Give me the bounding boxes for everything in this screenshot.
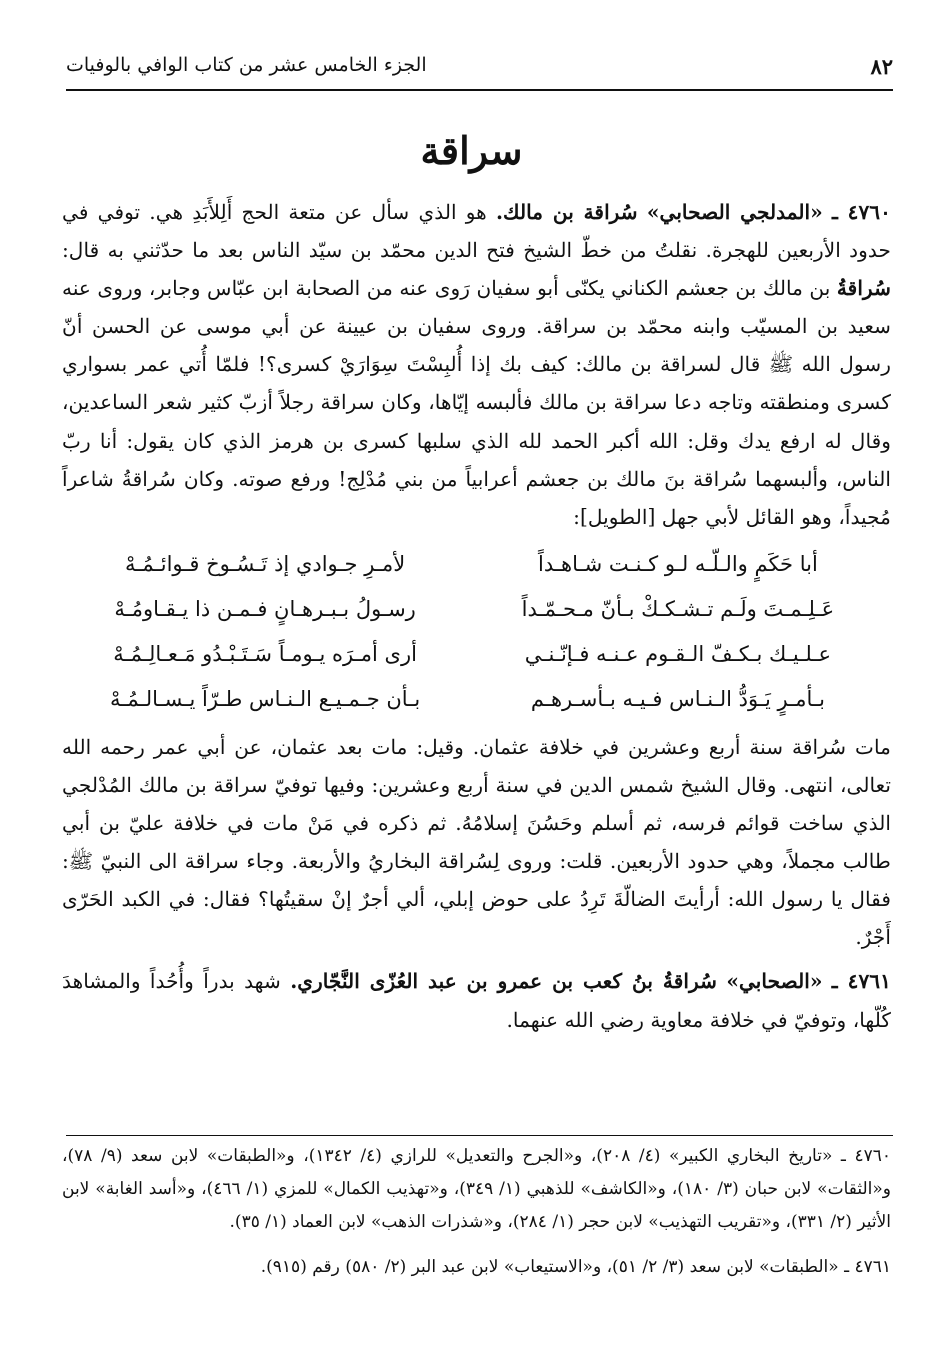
first-hemistich: عَـلِـمـتَ ولَـم تـشـكـكْ بـأنّ مـحـمّـداً (521, 596, 835, 621)
footnote-4760: ٤٧٦٠ ـ «تاريخ البخاري الكبير» (٤/ ٢٠٨)، و«الجرح والتعديل» للرازي (٤/ ١٣٤٢)، و«الطبقات» لابن سعد (٩/ ٧٨)، و«الثقات» لابن حبان (٣/ ١٨٠)، و«الكاشف» للذهبي (١/ ٣٤٩)، و«تهذيب الكمال» للمزي (١/ ٤٦٦)، و«أسد الغابة» لابن الأثير (٢/ ٣٣١)، و«تقريب التهذيب» لابن حجر (١/ ٢٨٤)، و«شذرات الذهب» لابن العماد (١/ ٣٥). (62, 1146, 891, 1232)
entry-number: ٤٧٦٠ ـ (831, 200, 891, 224)
second-hemistich: بـأن جـمـيـع الـنـاس طـرّاً يـسـالـمُـهْ (110, 686, 421, 711)
first-hemistich: بـأمـرٍ يَـوَدُّ الـنـاس فـيـه بـأسـرهـم (530, 686, 825, 711)
page-header (66, 50, 893, 84)
footnote-rule (66, 1135, 893, 1136)
entry-text: شهد بدراً وأُحُداً والمشاهدَ كُلّها، وتوفيّ في خلافة معاوية رضي الله عنهما. (62, 969, 891, 1032)
first-hemistich: عـلـيـك بـكـفّ الـقـوم عـنـه فـإنّـنـي (524, 641, 831, 666)
entry-label: «الصحابي» (726, 969, 823, 994)
main-text (62, 193, 891, 1039)
footnotes (62, 1140, 891, 1284)
entry-4760 (62, 193, 891, 536)
after-poem-text: مات سُراقة سنة أربع وعشرين في خلافة عثمان. وقيل: مات بعد عثمان، عن أبي عمر رحمه الله تعالى، انتهى. وقال الشيخ شمس الدين في سنة أربع وعشرين: وفيها توفيّ سراقة بن مالك المُدْلجي الذي ساخت قوائم فرسه، ثم أسلم وحَسُنَ إسلامُهُ. ثم ذكره في مَنْ مات في خلافة عليّ بن أبي طالب مجملاً، وهي حدود الأربعين. قلت: وروى لِسُراقة البخاريُ والأربعة. وجاء سراقة الى النبيّ ﷺ: فقال يا رسول الله: أرأيتَ الضالّةَ تَرِدُ على حوض إبلي، ألي أجرٌ إنْ سقيتُها؟ فقال: في الكبد الحَرّى أَجْرٌ. (62, 734, 891, 950)
entry-4761 (62, 962, 891, 1038)
entry-number: ٤٧٦١ ـ (831, 969, 891, 994)
page-number: ٨٢ (870, 54, 893, 79)
verse-line (62, 587, 891, 632)
header-rule (66, 89, 893, 91)
running-title: الجزء الخامس عشر من كتاب الوافي بالوفيات (66, 54, 427, 76)
second-hemistich: أرى أمـرَه يـومـاً سَـتَـبْـدُو مَـعـالِـمُـهْ (113, 641, 417, 666)
entry-name-repeat: سُراقةُ (836, 276, 891, 301)
verse-line (62, 542, 891, 587)
poem (62, 542, 891, 722)
section-title: سراقة (420, 128, 523, 173)
verse-line (62, 632, 891, 677)
entry-text: هو الذي سأل عن متعة الحج أَلِلأَبَدِ هي. توفي في حدود الأربعين للهجرة. نقلتُ من خطّ الشيخ فتح الدين محمّد بن سيّد الناس بعد ما حدّثني به قال: (62, 200, 891, 263)
verse-line (62, 677, 891, 722)
first-hemistich: أبا حَكَمٍ والـلّـه لـو كـنـت شـاهـداً (538, 551, 818, 576)
entry-name: سُراقة بن مالك. (495, 200, 638, 224)
second-hemistich: لأمـرِ جـوادي إذ تَـسُـوخ قـوائـمُـهْ (125, 551, 406, 576)
entry-label: «المدلجي الصحابي» (646, 200, 823, 224)
entry-name: سُراقةُ بنُ كعب بن عمرو بن عبد العُزّى النَّجّاري. (290, 969, 718, 994)
entry-text: بن مالك بن جعشم الكناني يكنّى أبو سفيان رَوى عنه من الصحابة ابن عبّاس وجابر، وروى عنه سعيد بن المسيّب وابنه محمّد بن سراقة. وروى سفيان بن عيينة عن أبي موسى عن الحسن أنّ رسول الله ﷺ قال لسراقة بن مالك: كيف بك إذا أُلبِسْتَ سِوَارَيْ كسرى؟! فلمّا أُتي عمر بسواري كسرى ومنطقته وتاجه دعا سراقة بن مالك فألبسه إيّاها، وكان سراقة رجلاً أزبّ كثير شعر الساعدين، وقال له ارفع يدك وقل: الله أكبر الحمد لله الذي سلبها كسرى بن هرمز الذي كان يقول: أنا ربّ الناس، وألبسهما سُراقة بنَ مالك بن جعشم أعرابياً من بني مُدْلِج! ورفع صوته. وكان سُراقةُ شاعراً مُجيداً، وهو القائل لأبي جهل [الطويل]: (62, 276, 891, 529)
second-hemistich: رسـولُ بـبـرهـانٍ فـمـن ذا يـقـاومُـهْ (114, 596, 416, 621)
footnote-4761: ٤٧٦١ ـ «الطبقات» لابن سعد (٣/ ٢/ ٥١)، و«الاستيعاب» لابن عبد البر (٢/ ٥٨٠) رقم (٩١٥). (260, 1257, 891, 1277)
